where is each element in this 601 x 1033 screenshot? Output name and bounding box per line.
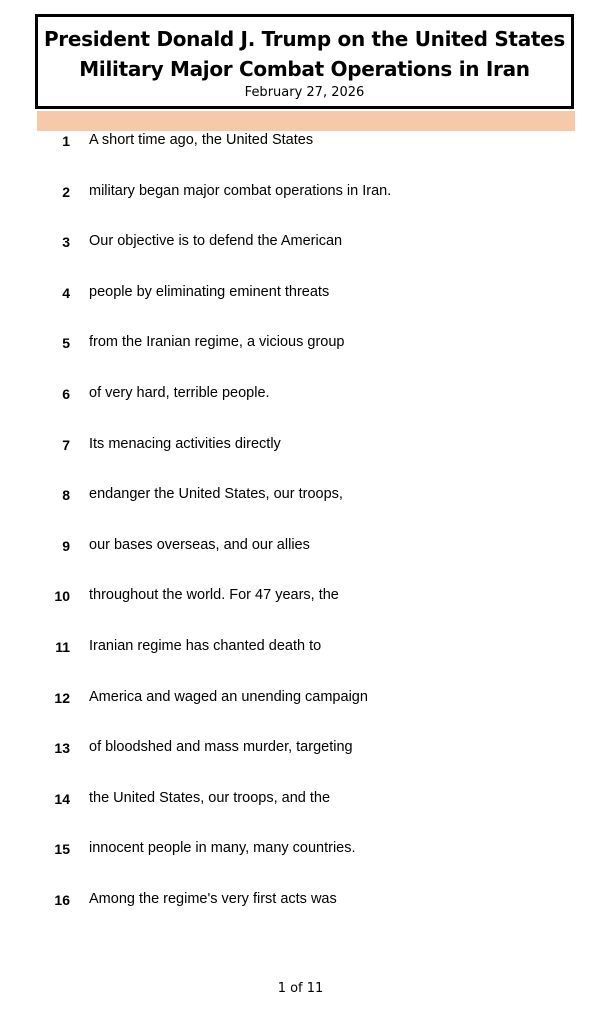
line-number: 9 (62, 537, 70, 554)
header-accent-band (37, 111, 575, 131)
transcript-line (0, 484, 601, 535)
line-number: 3 (62, 234, 70, 251)
line-text: A short time ago, the United States (89, 132, 314, 148)
title-box (35, 14, 574, 109)
transcript-line (0, 282, 601, 333)
transcript-line (0, 889, 601, 940)
line-text: from the Iranian regime, a vicious group (89, 334, 345, 351)
line-number: 11 (55, 638, 70, 655)
line-text: America and waged an unending campaign (89, 688, 368, 705)
line-text: endanger the United States, our troops, (89, 486, 343, 503)
line-text: military began major combat operations in Iran. (89, 182, 392, 199)
transcript-line (0, 788, 601, 839)
line-text: of very hard, terrible people. (89, 384, 270, 401)
transcript-line (0, 383, 601, 434)
document-date: February 27, 2026 (244, 85, 365, 100)
line-number: 4 (62, 284, 70, 301)
transcript-lines (0, 130, 601, 940)
line-number: 1 (62, 133, 70, 149)
line-number: 5 (62, 335, 70, 352)
line-text: throughout the world. For 47 years, the (89, 587, 339, 604)
transcript-line (0, 332, 601, 383)
transcript-line (0, 434, 601, 485)
line-number: 14 (54, 790, 70, 807)
line-number: 8 (62, 487, 70, 504)
transcript-line (0, 535, 601, 586)
line-number: 7 (62, 436, 70, 453)
line-text: innocent people in many, many countries. (89, 840, 356, 857)
line-number: 16 (54, 891, 70, 908)
page-number: 1 of 11 (277, 981, 324, 996)
line-text: Among the regime's very first acts was (89, 890, 337, 907)
transcript-line (0, 585, 601, 636)
transcript-line (0, 737, 601, 788)
line-number: 10 (54, 588, 70, 605)
transcript-line (0, 838, 601, 889)
line-text: Our objective is to defend the American (89, 233, 343, 250)
document-title-line-2: Military Major Combat Operations in Iran (79, 57, 530, 81)
line-number: 2 (62, 183, 70, 200)
line-number: 6 (62, 385, 70, 402)
transcript-line (0, 231, 601, 282)
line-text: of bloodshed and mass murder, targeting (89, 739, 353, 756)
transcript-line (0, 130, 601, 181)
line-text: the United States, our troops, and the (89, 789, 331, 806)
document-title-line-1: President Donald J. Trump on the United States (43, 27, 566, 51)
line-text: people by eliminating eminent threats (89, 283, 330, 300)
line-text: our bases overseas, and our allies (89, 536, 310, 553)
line-number: 13 (54, 740, 70, 757)
transcript-line (0, 636, 601, 687)
line-text: Its menacing activities directly (89, 435, 281, 452)
transcript-line (0, 687, 601, 738)
line-number: 12 (54, 689, 70, 706)
transcript-line (0, 181, 601, 232)
line-number: 15 (54, 841, 70, 858)
line-text: Iranian regime has chanted death to (89, 637, 322, 654)
